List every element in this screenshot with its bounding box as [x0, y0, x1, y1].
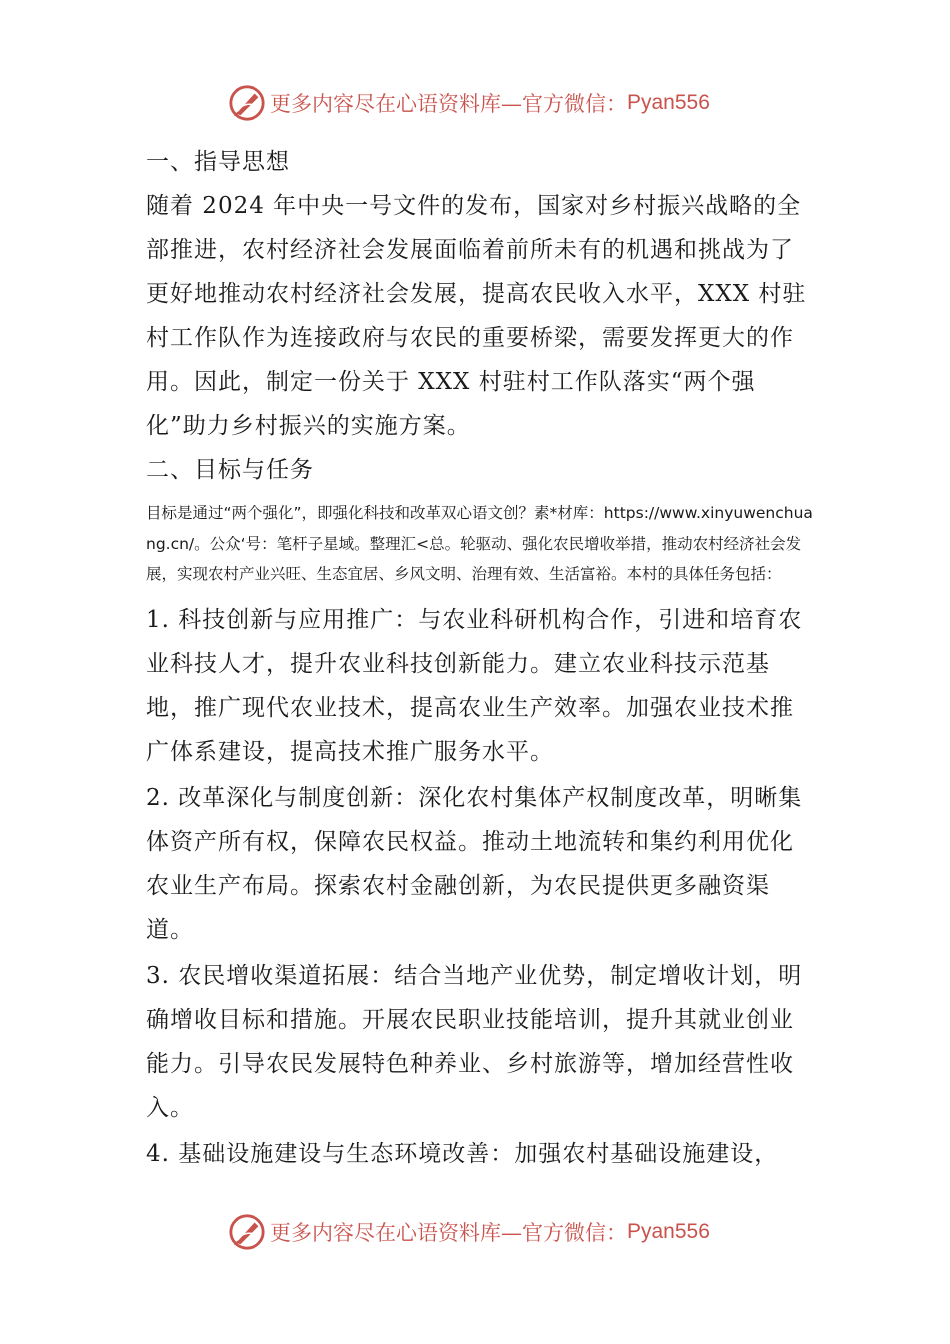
- watermark-text: 更多内容尽在心语资料库—官方微信：: [270, 92, 627, 116]
- goals-intro: 目标是通过“两个强化”，即强化科技和改革双心语文创？素*材库：https://www.xinyuwenchuang.cn/。公众‘号：笔杆子星域。整理汇<总。轮驱动、强化农民增收举措，推动农村经济社会发展，实现农村产业兴旺、生态宜居、乡风文明、治理有效、生活富裕。本村的具体任务包括：: [146, 504, 813, 583]
- watermark-text: 更多内容尽在心语资料库—官方微信：: [270, 1221, 627, 1245]
- task-item: 4. 基础设施建设与生态环境改善：加强农村基础设施建设，: [146, 1140, 779, 1167]
- task-item: 1. 科技创新与应用推广：与农业科研机构合作，引进和培育农业科技人才，提升农业科技创新能力。建立农业科技示范基地，推广现代农业技术，提高农业生产效率。加强农业技术推广体系建设，提高技术推广服务水平。: [146, 606, 803, 765]
- watermark-wechat-id: Pyan556: [627, 1220, 710, 1243]
- section-heading-goals: 二、目标与任务: [146, 457, 314, 483]
- task-item: 2. 改革深化与制度创新：深化农村集体产权制度改革，明晰集体资产所有权，保障农民权益。推动土地流转和集约利用优化农业生产布局。探索农村金融创新，为农民提供更多融资渠道。: [146, 784, 803, 943]
- header-watermark: [228, 82, 728, 124]
- guiding-paragraph: 随着 2024 年中央一号文件的发布，国家对乡村振兴战略的全部推进，农村经济社会发展面临着前所未有的机遇和挑战为了更好地推动农村经济社会发展，提高农民收入水平，XXX 村驻村工作队作为连接政府与农民的重要桥梁，需要发挥更大的作用。因此，制定一份关于 XXX 村驻村工作队落实“两个强化”助力乡村振兴的实施方案。: [146, 193, 807, 439]
- task-item: 3. 农民增收渠道拓展：结合当地产业优势，制定增收计划，明确增收目标和措施。开展农民职业技能培训，提升其就业创业能力。引导农民发展特色种养业、乡村旅游等，增加经营性收入。: [146, 962, 803, 1121]
- watermark-wechat-id: Pyan556: [627, 91, 710, 114]
- section-heading-guiding: 一、指导思想: [146, 149, 290, 175]
- pen-logo-icon: [228, 1213, 266, 1251]
- document-body: [146, 140, 816, 1176]
- footer-watermark: [228, 1211, 728, 1253]
- pen-logo-icon: [228, 84, 266, 122]
